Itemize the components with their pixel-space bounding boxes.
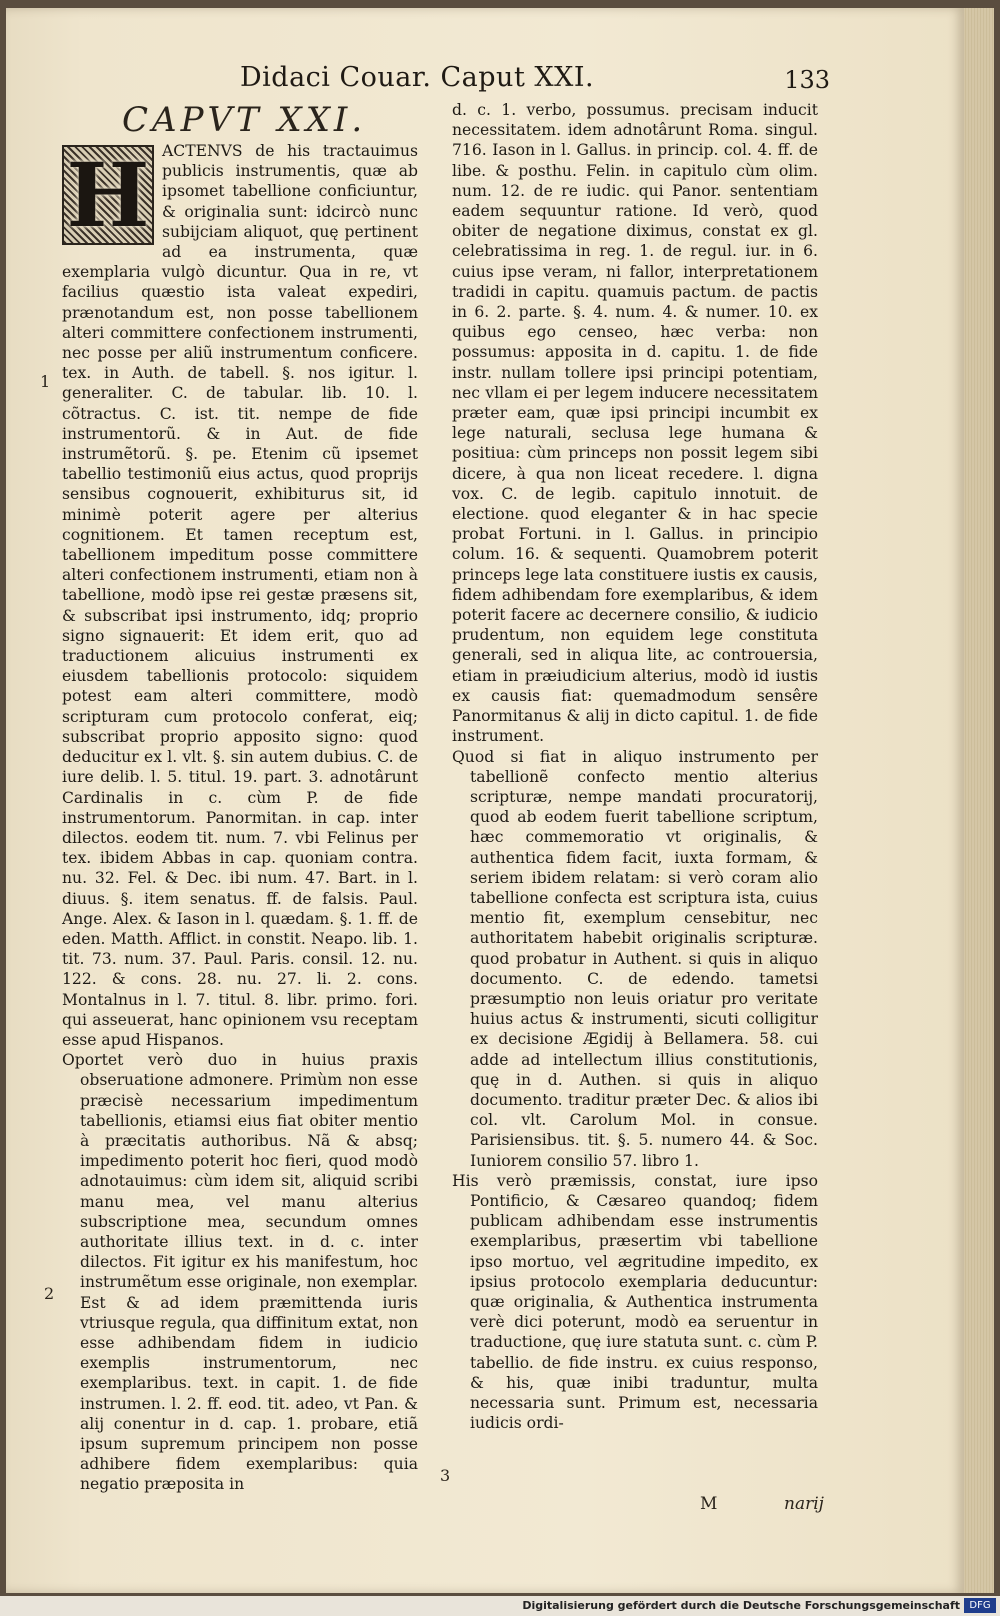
folio-number: 133 [784, 66, 830, 94]
margin-number: 3 [440, 1466, 451, 1485]
margin-number: 2 [44, 1284, 55, 1303]
left-column [62, 141, 418, 1495]
signature-mark: M [700, 1494, 718, 1514]
chapter-title: CAPVT XXI. [122, 100, 367, 140]
dfg-logo-icon: DFG [964, 1598, 996, 1613]
paragraph: d. c. 1. verbo, possumus. precisam inducit necessitatem. idem adnotârunt Roma. singul. 716. Iason in l. Gallus. in princip. col. 4. ff. de libe. & posthu. Felin. in capitulo cùm olim. num. 12. de re iudic. qui Panor. sententiam eadem sequuntur ratione. Id verò, quod obiter de negatione diximus, constat ex gl. celebratissima in reg. 1. de regul. iur. in 6. cuius ipse veram, ni fallor, interpretationem tradidi in capitu. quamuis pactum. de pactis in 6. 2. parte. §. 4. num. 4. & numer. 10. ex quibus ego censeo, hæc verba: non possumus: apposita in d. capitu. 1. de fide instr. nullam tollere ipsi principi potentiam, nec vllam ei per legem inducere necessitatem præter eam, quæ ipsi principi incumbit ex lege naturali, seclusa lege humana & positiua: cùm princeps non possit legem sibi dicere, à qua non liceat recedere. l. digna vox. C. de legib. capitulo innotuit. de electione. quod eleganter & in hac specie probat Fortuni. in l. Gallus. in principio colum. 16. & sequenti. Quamobrem poterit princeps lege lata constituere iustis ex causis, fidem adhibendam fore exemplaribus, & idem poterit facere ac decernere consilio, & iudicio prudentum, non equidem lege constituta generali, sed in aliqua lite, ac controuersia, etiam in præiudicium alterius, modò id iustis ex causis fiat: quemadmodum sensêre Panormitanus & alij in dicto capitul. 1. de fide instrument. [452, 101, 818, 746]
page-edge [964, 8, 994, 1593]
paragraph: Quod si fiat in aliquo instrumento per tabellionẽ confecto mentio alterius scripturæ, nempe mandati procuratorij, quod ab eodem fuerit tabellione scriptum, hæc commemoratio vt originalis, & authentica fidem facit, iuxta formam, & seriem ibidem relatam: si verò coram alio tabellione confecta est scriptura ista, cuius mentio fit, exemplum censebitur, nec authoritatem habebit originalis scripturæ. quod probatur in Authent. si quis in aliquo documento. C. de edendo. tametsi præsumptio non leuis oriatur pro veritate huius actus & instrumenti, sicuti colligitur ex decisione Ægidij à Bellamera. 58. cui adde ad intellectum illius constitutionis, quę in d. Authen. si quis in aliquo documento. traditur præter Dec. & alios ibi col. vlt. Carolum Mol. in consue. Parisiensibus. tit. §. 5. numero 44. & Soc. Iuniorem consilio 57. libro 1. [452, 747, 818, 1170]
running-title: Didaci Couar. Caput XXI. [240, 62, 595, 93]
paragraph: His verò præmissis, constat, iure ipso Pontificio, & Cæsareo quandoq; fidem publicam adhibendam esse instrumentis exemplaribus, præsertim vbi tabellione ipso mortuo, vel ægritudine impedito, ex ipsius protocolo exemplaria deducuntur: quæ originalia, & Authentica instrumenta verè dici poterunt, modò ea seruentur in traductione, quę iure statuta sunt. c. cùm P. tabellio. de fide instru. ex cuius responso, & his, quæ inibi traduntur, multa necessaria sunt. Primum est, necessaria iudicis ordi- [452, 1171, 818, 1433]
catchword: narij [784, 1494, 824, 1514]
digitization-footer [0, 1596, 1000, 1616]
margin-number: 1 [40, 372, 51, 391]
paragraph: ACTENVS de his tractauimus publicis instrumentis, quæ ab ipsomet tabellione conficiuntur, & originalia sunt: idcircò nunc subijciam aliquot, quę pertinent ad ea instrumenta, quæ exemplaria vulgò dicuntur. Qua in re, vt facilius quæstio ista valeat expediri, prænotandum est, non posse tabellionem alteri committere confectionem instrumenti, nec posse per aliũ instrumentum conficere. tex. in Auth. de tabell. §. nos igitur. l. generaliter. C. de tabular. lib. 10. l. cõtractus. C. ist. tit. nempe de fide instrumentorũ. & in Aut. de fide instrumẽtorũ. §. pe. Etenim cũ ipsemet tabellio testimoniũ eius actus, quod proprijs sensibus cognouerit, exhibiturus sit, id minimè poterit agere per alterius cognitionem. Et tamen receptum est, tabellionem impeditum posse committere alteri confectionem instrumenti, etiam non à tabellione, modò ipse rei gestæ præsens sit, & subscribat ipsi instrumento, idq; proprio signo signauerit: Et idem erit, quo ad traductionem alicuius instrumenti ex eiusdem tabellionis protocolo: siquidem potest eam alteri committere, modò scripturam cum protocolo conferat, eiq; subscribat proprio apposito signo: quod deducitur ex l. vlt. §. sin autem dubius. C. de iure delib. l. 5. titul. 19. part. 3. adnotârunt Cardinalis in c. cùm P. de fide instrumentorum. Panormitan. in cap. inter dilectos. eodem tit. num. 7. vbi Felinus per tex. ibidem Abbas in cap. quoniam contra. nu. 32. Fel. & Dec. ibi num. 47. Bart. in l. diuus. §. item senatus. ff. de falsis. Paul. Ange. Alex. & Iason in l. quædam. §. 1. ff. de eden. Matth. Afflict. in constit. Neapo. lib. 1. tit. 73. num. 37. Paul. Paris. consil. 12. nu. 122. & cons. 28. nu. 27. li. 2. cons. Montalnus in l. 7. titul. 8. libr. primo. fori. qui asseuerat, hanc opinionem vsu receptam esse apud Hispanos. [62, 142, 418, 1049]
dropcap-letter: H [66, 143, 150, 247]
page-header [240, 62, 830, 102]
decorated-initial-icon [62, 145, 154, 245]
footer-credit: Digitalisierung gefördert durch die Deutsche Forschungsgemeinschaft [522, 1599, 960, 1612]
paragraph: Oportet verò duo in huius praxis obseruatione admonere. Primùm non esse præcisè necessarium impedimentum tabellionis, etiamsi eius fiat obiter mentio à præcitatis authoribus. Nã & absq; impedimento poterit hoc fieri, quod modò adnotauimus: cùm idem sit, aliquid scribi manu mea, vel manu alterius subscriptione mea, secundum omnes authoritate illius text. in d. c. inter dilectos. Fit igitur ex his manifestum, hoc instrumẽtum esse originale, non exemplar. Est & ad idem præmittenda iuris vtriusque regula, qua diffinitum extat, non esse adhibendam fidem in iudicio exemplis instrumentorum, nec exemplaribus. text. in capit. 1. de fide instrumen. l. 2. ff. eod. tit. adeo, vt Pan. & alij conentur in d. cap. 1. probare, etiã ipsum supremum principem non posse adhibere fidem exemplaribus: quia negatio præposita in [62, 1051, 418, 1494]
right-column [452, 100, 818, 1433]
